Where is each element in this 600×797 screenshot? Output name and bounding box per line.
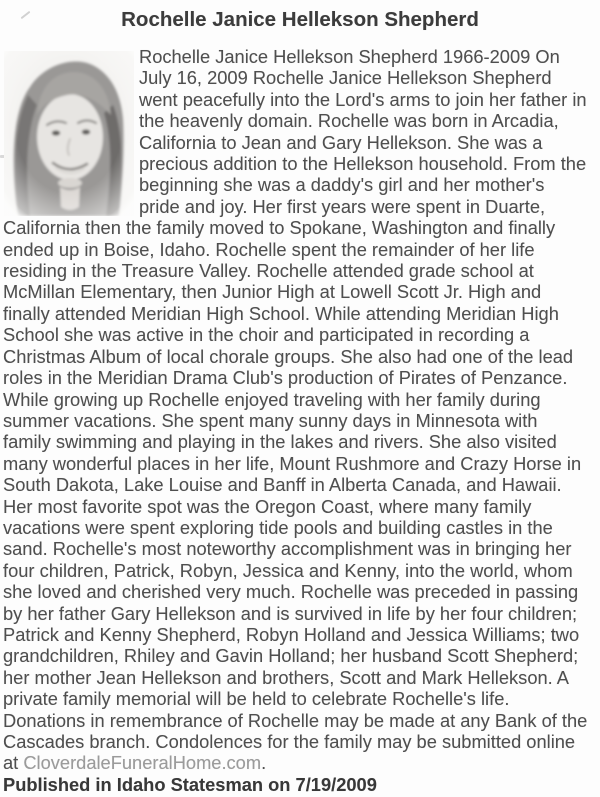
text-line: many wonderful places in her life, Mount Rushmore and Crazy Horse in — [3, 452, 582, 474]
link-suffix-text: . — [261, 752, 267, 774]
text-line: summer vacations. She spent many sunny days in Minnesota with — [3, 409, 538, 431]
text-line: private family memorial will be held to celebrate Rochelle's life. — [3, 688, 510, 710]
text-line: residing in the Treasure Valley. Rochelle attended grade school at — [3, 260, 534, 282]
text-line: pride and joy. Her first years were spent in Duarte, — [139, 195, 546, 217]
text-line: sand. Rochelle's most noteworthy accomplishment was in bringing her — [3, 538, 572, 560]
text-line: roles in the Meridian Drama Club's production of Pirates of Penzance. — [3, 367, 568, 389]
text-line: went peacefully into the Lord's arms to join her father in — [139, 88, 587, 110]
page-title: Rochelle Janice Hellekson Shepherd — [121, 8, 479, 31]
text-line: vacations were spent exploring tide pools and building castles in the — [3, 516, 553, 538]
text-line: Cascades branch. Condolences for the family may be submitted online — [3, 731, 576, 752]
portrait-photo — [4, 51, 134, 216]
funeral-home-link[interactable]: CloverdaleFuneralHome.com — [23, 752, 262, 774]
text-line: South Dakota, Lake Louise and Banff in Alberta Canada, and Hawaii. — [3, 474, 562, 496]
text-line: California then the family moved to Spokane, Washington and finally — [3, 217, 556, 239]
text-line: Rochelle Janice Hellekson Shepherd 1966-2009 On — [139, 46, 560, 67]
text-line: Her most favorite spot was the Oregon Coast, where many family — [3, 495, 532, 517]
text-line: she loved and cherished very much. Rochelle was preceded in passing — [3, 581, 579, 603]
text-line: ended up in Boise, Idaho. Rochelle spent the remainder of her life — [3, 238, 535, 260]
published-line: Published in Idaho Statesman on 7/19/2009 — [3, 773, 377, 795]
text-line: Patrick and Kenny Shepherd, Robyn Holland and Jessica Williams; two — [3, 623, 580, 645]
text-line: McMillan Elementary, then Junior High at Lowell Scott Jr. High and — [3, 281, 542, 303]
text-line: family swimming and playing in the lakes and rivers. She also visited — [3, 431, 557, 453]
text-line: beginning she was a daddy's girl and her mother's — [139, 174, 545, 196]
text-line: grandchildren, Rhiley and Gavin Holland; her husband Scott Shepherd; — [3, 645, 579, 667]
text-line: School she was active in the choir and participated in recording a — [3, 324, 530, 346]
text-line: July 16, 2009 Rochelle Janice Hellekson Shepherd — [139, 67, 552, 89]
portrait-photo-image — [4, 51, 134, 216]
text-line — [3, 752, 597, 773]
text-line: finally attended Meridian High School. While attending Meridian High — [3, 302, 559, 324]
text-line: Christmas Album of local chorale groups. She also had one of the lead — [3, 345, 574, 367]
text-line: precious addition to the Hellekson household. From the — [139, 153, 587, 175]
text-line: Donations in remembrance of Rochelle may be made at any Bank of the — [3, 709, 588, 731]
text-line: While growing up Rochelle enjoyed traveling with her family during — [3, 388, 541, 410]
text-line: California to Jean and Gary Hellekson. She was a — [139, 131, 543, 153]
text-line: four children, Patrick, Robyn, Jessica and Kenny, into the world, whom — [3, 559, 573, 581]
link-prefix-text: at — [3, 752, 24, 774]
text-line: her mother Jean Hellekson and brothers, Scott and Mark Hellekson. A — [3, 666, 569, 688]
text-line: the heavenly domain. Rochelle was born in Arcadia, — [139, 110, 559, 132]
text-line: by her father Gary Hellekson and is survived in life by her four children; — [3, 602, 578, 624]
